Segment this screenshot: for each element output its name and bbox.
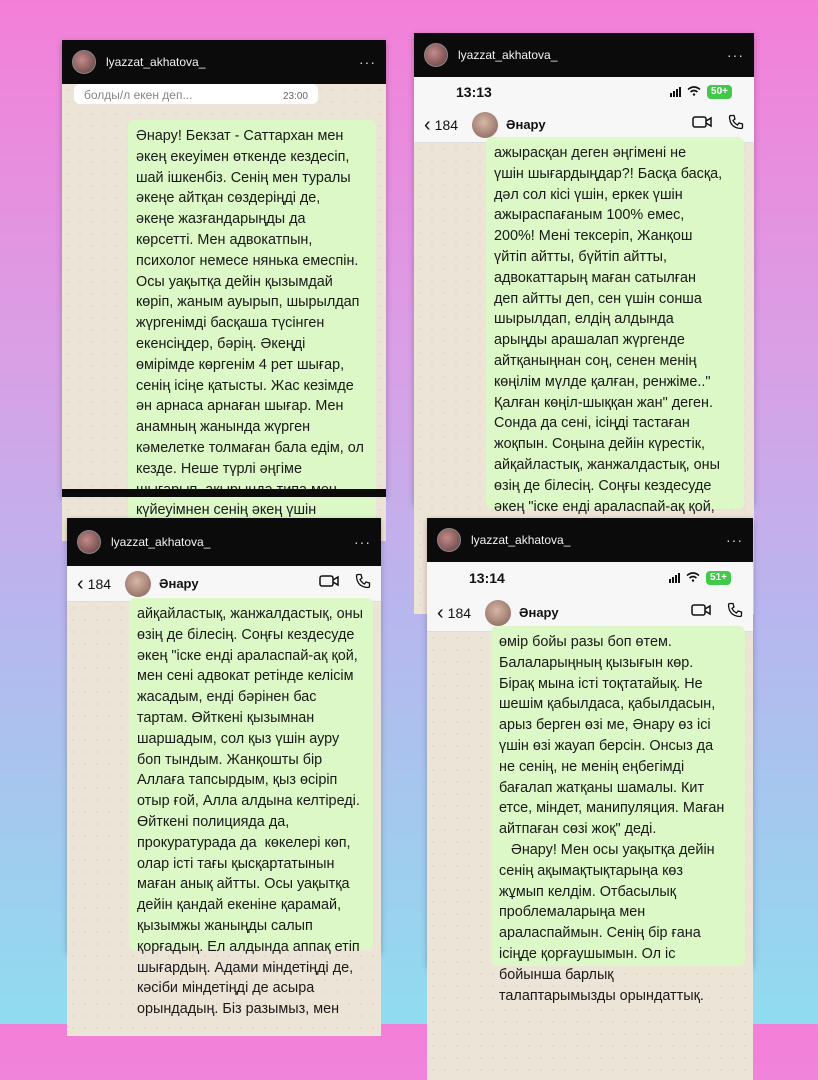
- more-options-icon[interactable]: ···: [354, 534, 371, 550]
- phone-call-icon[interactable]: [727, 602, 743, 623]
- video-call-icon[interactable]: [692, 115, 712, 134]
- chat-area: [427, 632, 753, 1080]
- message-bubble: өмір бойы разы боп өтем. Балаларыңның қызығын көр. Бірақ мына істі тоқтатайық. Не шешім қабылдаса, қабылдасын, арыз берген өзі ме, Әнару өз ісі үшін өзі жауап берсін. Онсыз да не сенің, не менің еңбегімді бағалап жатқаны шамалы. Кит етсе, міндет, манипуляция. Маған айтпаған сөзі жоқ" деді. Әнару! Мен осы уақытқа дейін сенің ақымақтықтарыңа көз жұмып келдім. Отбасылық проблемаларыңа мен араласпаймын. Сенің бір ғана ісіңде қорғаушымын. Ол іс бойынша барлық талаптарымызды орындаттық.: [491, 626, 745, 966]
- message-time: 23:00: [282, 91, 308, 102]
- status-bar: [414, 77, 754, 107]
- message-bubble: айқайластық, жанжалдастық, оны өзің де білесің. Соңғы кездесуде әкең "іске енді араласпай-ақ қой, мен сені адвокат ретінде келісім жасадым, енді бәрінен бас тартам. Өйткені қызымнан шаршадым, сол қыз үшін ауру боп тындым. Жанқошты бір Аллаға тапсырдым, қыз өсіріп отыр ғой, Алла алдына келтіреді. Өйткені полицияда да, прокуратурада да көкелері көп, олар істі тағы қысқартатынын маған анық айтты. Осы уақытқа дейін қандай екеніне қарамай, қызымжы жаныңды салып қорғадың. Ел алдында аппақ етіп шығардың. Адами міндетіңді де, кәсіби міндетіңді де асыра орындадың. Біз разымыз, мен: [129, 598, 373, 950]
- avatar[interactable]: [77, 530, 101, 554]
- wifi-icon: [687, 86, 701, 99]
- video-call-icon[interactable]: [691, 603, 711, 622]
- contact-name[interactable]: Әнару: [506, 117, 546, 132]
- instagram-header: [67, 518, 381, 566]
- clock: 13:13: [456, 84, 492, 100]
- more-options-icon[interactable]: ···: [359, 54, 376, 70]
- back-count[interactable]: 184: [447, 604, 472, 621]
- username[interactable]: lyazzat_akhatova_: [458, 48, 558, 62]
- chat-area: [67, 602, 381, 1036]
- video-call-icon[interactable]: [319, 574, 339, 593]
- screenshot-panel-3: [67, 518, 381, 1018]
- screenshot-panel-4: [427, 518, 753, 1004]
- back-chevron-icon[interactable]: ‹: [77, 572, 84, 595]
- more-options-icon[interactable]: ···: [727, 47, 744, 63]
- phone-call-icon[interactable]: [355, 573, 371, 594]
- username[interactable]: lyazzat_akhatova_: [106, 55, 206, 69]
- contact-avatar[interactable]: [472, 112, 498, 138]
- contact-avatar[interactable]: [485, 600, 511, 626]
- signal-icon: [669, 573, 680, 583]
- instagram-header: [427, 518, 753, 562]
- back-count[interactable]: 184: [87, 575, 112, 592]
- clock: 13:14: [469, 570, 505, 586]
- battery-icon: 51+: [706, 571, 731, 585]
- previous-message-text: болды/л екен деп...: [84, 88, 193, 102]
- wifi-icon: [686, 572, 700, 585]
- instagram-header: [414, 33, 754, 77]
- message-bubble: ажырасқан деген әңгімені не үшін шығардыңдар?! Басқа басқа, дәл сол кісі үшін, еркек үшін ажыраспағаным 100% емес, 200%! Мені тексеріп, Жанқош үйтіп айтты, бүйтіп айтты, адвокаттарың маған сатылған деп айтты деп, сен үшін сонша шырылдап, елдің алдында арыңды арашалап жүргенде айтқаныңнан соң, сенен менің көңілім мүлде қалған, ренжіме.." Қалған көңіл-шыққан жан" деген. Сонда да сені, ісіңді тастаған жоқпын. Соңына дейін күрестік, айқайластық, жанжалдастық, оны өзің де білесің. Соңғы кездесуде әкең "іске енді араласпай-ақ қой,: [486, 137, 744, 509]
- username[interactable]: lyazzat_akhatova_: [111, 535, 211, 549]
- contact-name[interactable]: Әнару: [159, 576, 199, 591]
- chat-header: [67, 566, 381, 602]
- bottom-divider: [62, 489, 386, 497]
- message-bubble: Әнару! Бекзат - Саттархан мен әкең екеуімен өткенде кездесіп, шай ішкенбіз. Сенің мен туралы әкеңе айтқан сөздеріңді де, әкеңе жазғандарыңды да көрсетті. Мен адвокатпын, психолог немесе нянька емеспін. Осы уақытқа дейін қызымдай көріп, жаным ауырып, шырылдап жүргенімді басқаша түсінген екенсіңдер, бәрің. Әкеңді өмірімде көргенім 4 рет шығар, сенің ісіңе қатысты. Жас кезімде ән арнаса арнаған шығар. Мен анамның жанында жүрген кәмелетке толмаған бала едім, ол кезде. Неше түрлі әңгіме күйеуімнен сенің әкең үшін: [128, 120, 376, 530]
- screenshot-panel-1: [62, 40, 386, 519]
- contact-name[interactable]: Әнару: [519, 605, 559, 620]
- contact-avatar[interactable]: [125, 571, 151, 597]
- avatar[interactable]: [72, 50, 96, 74]
- back-chevron-icon[interactable]: ‹: [437, 601, 444, 624]
- avatar[interactable]: [437, 528, 461, 552]
- chat-area: [62, 84, 386, 541]
- signal-icon: [670, 87, 681, 97]
- screenshot-panel-2: [414, 33, 754, 515]
- previous-message: [74, 84, 318, 104]
- back-count[interactable]: 184: [434, 116, 459, 133]
- instagram-header: [62, 40, 386, 84]
- status-bar: [427, 562, 753, 594]
- battery-icon: 50+: [707, 85, 732, 99]
- username[interactable]: lyazzat_akhatova_: [471, 533, 571, 547]
- phone-call-icon[interactable]: [728, 114, 744, 135]
- more-options-icon[interactable]: ···: [726, 532, 743, 548]
- avatar[interactable]: [424, 43, 448, 67]
- back-chevron-icon[interactable]: ‹: [424, 113, 431, 136]
